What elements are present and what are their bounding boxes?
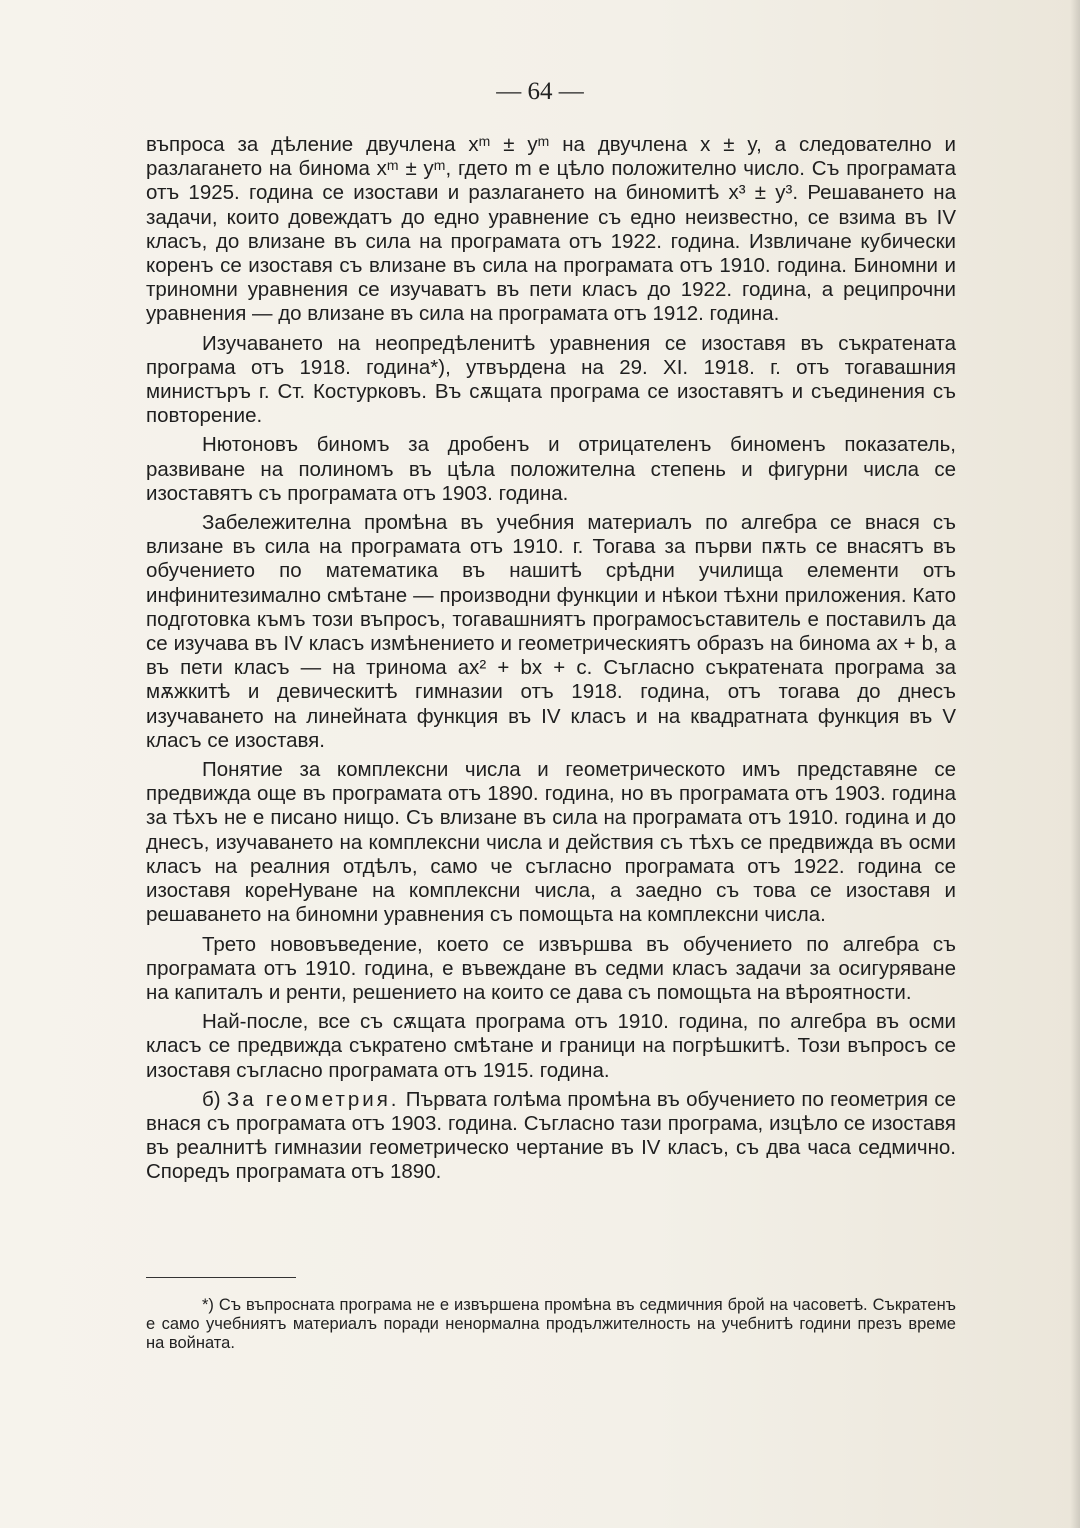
- page-number: — 64 —: [496, 78, 584, 105]
- footnote: *) Съ въпросната програма не е извършена промѣна въ седмичния брой на часоветѣ. Съкратенъ е само учебниятъ материалъ поради ненормална продължителность на учебнитѣ години презъ време на войната.: [146, 1296, 956, 1352]
- body-text: [146, 133, 956, 1190]
- paragraph-5: Понятие за комплексни числа и геометрическото имъ представяне се предвижда още въ програмата отъ 1890. година, но въ програмата отъ 1903. година за тѣхъ не е писано нищо. Съ влизане въ сила на програмата отъ 1910. година и до днесъ, изучаването на комплексни числа и действия съ тѣхъ се предвижда въ осми класъ на реалния отдѣлъ, само че съгласно програмата отъ 1922. година се изоставя кореНуване на комплексни числа, а заедно съ това се изоставя и решаването на биномни уравнения съ помощьта на комплексни числа.: [146, 758, 956, 927]
- section-text: Първата голѣма промѣна въ обучението по геометрия се внася съ програмата отъ 1903. година. Съгласно тази програма, изцѣло се изоставя въ реалнитѣ гимназии геометрическо чертание въ IV класъ, съ два часа седмично. Споредъ програмата отъ 1890.: [146, 1087, 956, 1184]
- page-edge-shadow: [1070, 0, 1080, 1528]
- paragraph-7: Най-после, все съ сѫщата програма отъ 1910. година, по алгебра въ осми класъ се предвижда съкратено смѣтане и граници на погрѣшкитѣ. Този въпросъ се изоставя съгласно програмата отъ 1915. година.: [146, 1010, 956, 1082]
- section-heading: За геометрия.: [226, 1087, 400, 1111]
- paragraph-2: Изучаването на неопредѣленитѣ уравнения се изоставя въ съкратената програма отъ 1918. година*), утвърдена на 29. XI. 1918. г. отъ тогавашния министъръ г. Ст. Костурковъ. Въ сѫщата програма се изоставятъ и съединения съ повторение.: [146, 331, 956, 428]
- footnote-divider: [146, 1277, 296, 1278]
- paragraph-4: Забележителна промѣна въ учебния материалъ по алгебра се внася съ влизане въ сила на програмата отъ 1910. г. Тогава за първи пѫть се внасятъ въ обучението по математика въ нашитѣ срѣдни училища елементи отъ инфинитезимално смѣтане — производни функции и нѣкои тѣхни приложения. Като подготовка къмъ този въпросъ, тогавашниятъ програмосъставитель е поставилъ да се изучава въ IV класъ измѣнението и геометрическиятъ образъ на бинома ax + b, а въ пети класъ — на тринома ax² + bx + c. Съгласно съкратената програма за мѫжкитѣ и девическитѣ гимназии отъ 1918. година, отъ тогава до днесъ изучаването на линейната функция въ IV класъ и на квадратната функция въ V класъ се изоставя.: [146, 511, 956, 752]
- paragraph-8: [146, 1088, 956, 1185]
- paragraph-6: Трето нововъведение, което се извършва въ обучението по алгебра съ програмата отъ 1910. година, е въвеждане въ седми класъ задачи за осигуряване на капиталъ и ренти, решението на които се дава съ помощьта на вѣроятности.: [146, 932, 956, 1004]
- paragraph-1: въпроса за дѣление двучлена xᵐ ± yᵐ на двучлена x ± y, а следователно и разлагането на бинома xᵐ ± yᵐ, гдето m е цѣло положително число. Съ програмата отъ 1925. година се изостави и разлагането на биномитѣ x³ ± y³. Решаването на задачи, които довеждатъ до едно уравнение съ едно неизвестно, се взима въ IV класъ, до влизане въ сила на програмата отъ 1922. година. Извличане кубически коренъ се изоставя съ влизане въ сила на програмата отъ 1910. година. Биномни и триномни уравнения се изучаватъ въ пети класъ до 1922. година, а реципрочни уравнения — до влизане въ сила на програмата отъ 1912. година.: [146, 133, 956, 326]
- section-lead: б): [202, 1087, 221, 1111]
- paragraph-3: Нютоновъ биномъ за дробенъ и отрицателенъ биноменъ показатель, развиване на полиномъ въ цѣла положителна степень и фигурни числа се изоставятъ съ програмата отъ 1903. година.: [146, 433, 956, 505]
